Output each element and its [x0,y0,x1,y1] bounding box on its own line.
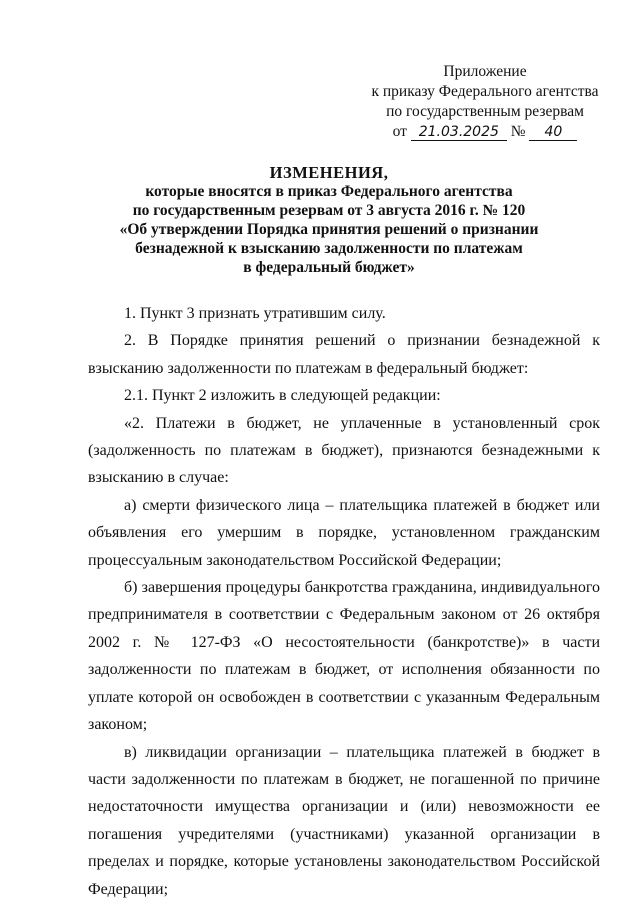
title-line: по государственным резервам от 3 августа 2016 г. № 120 [132,202,526,219]
paragraph: 2. В Порядке принятия решений о признании безнадежной к взысканию задолженности по платежам в федеральный бюджет: [88,332,600,377]
title-main: ИЗМЕНЕНИЯ, [269,163,389,182]
appendix-order-ref: к приказу Федерального агентства [371,83,599,100]
handwritten-number: 40 [529,124,577,141]
document-title [88,163,570,277]
title-line: которые вносятся в приказ Федерального агентства [145,183,513,200]
number-prefix: № [510,123,526,140]
title-line: в федеральный бюджет» [243,259,415,276]
paragraph: в) ликвидации организации – плательщика платежей в бюджет в части задолженности по платежам в бюджет, не погашенной по причине недостаточности имущества организации и (или) невозможности ее погашения учредителями (участниками) указанной организации в пределах и порядке, которые установлены законодательством Российской Федерации; [88,743,600,898]
appendix-label: Приложение [443,63,527,80]
appendix-date-line [360,122,610,142]
document-body [88,300,600,903]
date-prefix: от [392,123,407,140]
paragraph: «2. Платежи в бюджет, не уплаченные в установленный срок (задолженность по платежам в бюджет), признаются безнадежными к взысканию в случае: [88,414,600,487]
appendix-block [360,62,610,142]
paragraph: 2.1. Пункт 2 изложить в следующей редакции: [124,387,441,405]
paragraph: а) смерти физического лица – плательщика платежей в бюджет или объявления его умершим в порядке, установленном гражданским процессуальным законодательством Российской Федерации; [88,496,600,569]
title-line: безнадежной к взысканию задолженности по платежам [135,240,523,257]
title-line: «Об утверждении Порядка принятия решений о признании [119,221,539,238]
paragraph: 1. Пункт 3 признать утратившим силу. [124,305,386,322]
paragraph: б) завершения процедуры банкротства гражданина, индивидуального предпринимателя в соответствии с Федеральным законом от 26 октября 2002 г. № 127-ФЗ «О несостоятельности (банкротстве)» в части задолженности по платежам в бюджет, от исполнения обязанности по уплате которой он освобожден в соответствии с указанным Федеральным законом; [88,579,600,734]
handwritten-date: 21.03.2025 [411,124,507,141]
appendix-agency: по государственным резервам [386,103,584,120]
